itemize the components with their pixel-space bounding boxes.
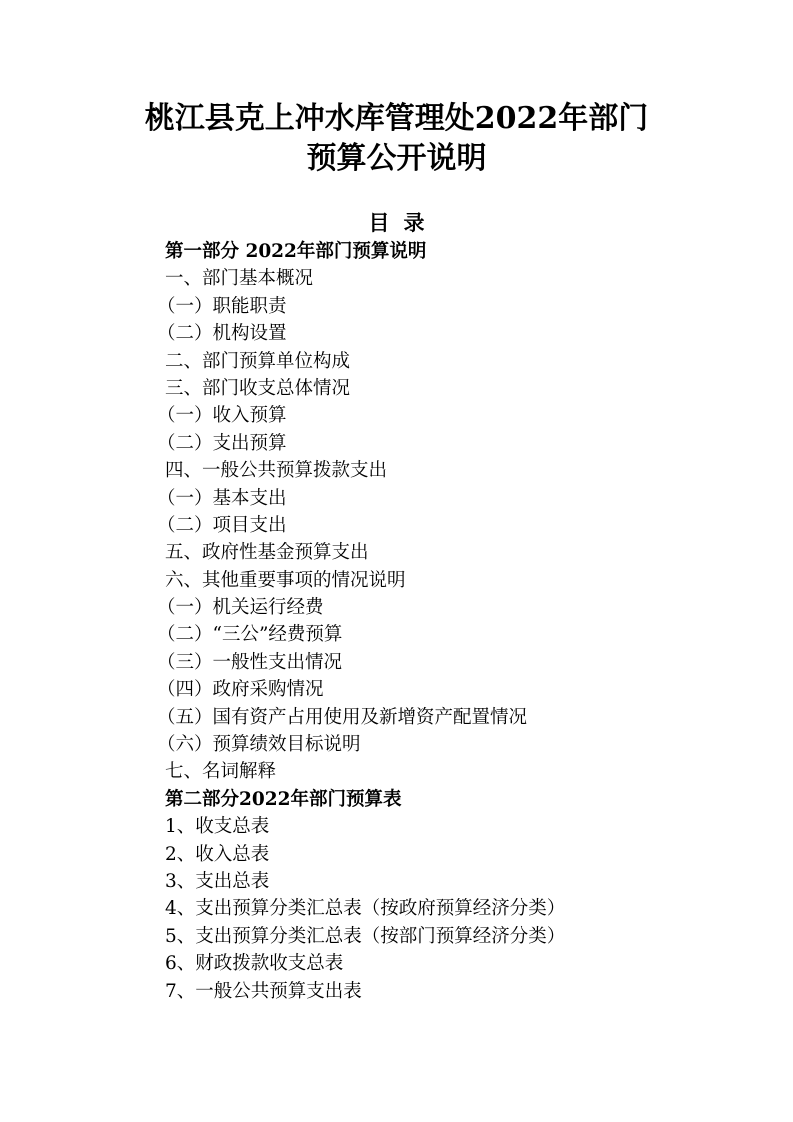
toc-section-item: 七、名词解释 (165, 761, 277, 783)
toc-section-item: 6、财政拨款收支总表 (165, 953, 344, 975)
toc-heading: 目录 (368, 210, 439, 235)
toc-section-item: 7、一般公共预算支出表 (165, 980, 362, 1002)
document-title-line-2: 预算公开说明 (306, 141, 487, 176)
toc-section-item: 四、一般公共预算拨款支出 (165, 460, 388, 482)
toc-part-heading: 第二部分2022年部门预算表 (165, 788, 402, 810)
toc-subsection-item: （二）“三公”经费预算 (157, 624, 343, 646)
toc-subsection-item: （一）机关运行经费 (157, 597, 324, 619)
toc-section-item: 六、其他重要事项的情况说明 (165, 569, 406, 591)
toc-section-item: 3、支出总表 (165, 870, 270, 892)
toc-subsection-item: （一）收入预算 (157, 405, 287, 427)
toc-subsection-item: （一）职能职责 (157, 295, 287, 317)
toc-subsection-item: （二）项目支出 (157, 514, 287, 536)
toc-section-item: 1、收支总表 (165, 816, 270, 838)
toc-subsection-item: （四）政府采购情况 (157, 679, 324, 701)
toc-subsection-item: （五）国有资产占用使用及新增资产配置情况 (157, 706, 528, 728)
toc-section-item: 5、支出预算分类汇总表（按部门预算经济分类） (165, 925, 566, 947)
toc-section-item: 三、部门收支总体情况 (165, 377, 351, 399)
toc-section-item: 一、部门基本概况 (165, 268, 314, 290)
toc-section-item: 二、部门预算单位构成 (165, 350, 351, 372)
toc-subsection-item: （二）支出预算 (157, 432, 287, 454)
document-title-line-1: 桃江县克上冲水库管理处2022年部门 (144, 101, 649, 136)
toc-section-item: 4、支出预算分类汇总表（按政府预算经济分类） (165, 898, 566, 920)
toc-section-item: 2、收入总表 (165, 843, 270, 865)
toc-section-item: 五、政府性基金预算支出 (165, 542, 369, 564)
toc-subsection-item: （六）预算绩效目标说明 (157, 734, 361, 756)
toc-subsection-item: （一）基本支出 (157, 487, 287, 509)
table-of-contents (157, 238, 566, 1005)
toc-part-heading: 第一部分 2022年部门预算说明 (165, 241, 427, 262)
toc-subsection-item: （三）一般性支出情况 (157, 651, 343, 673)
toc-subsection-item: （二）机构设置 (157, 323, 287, 345)
